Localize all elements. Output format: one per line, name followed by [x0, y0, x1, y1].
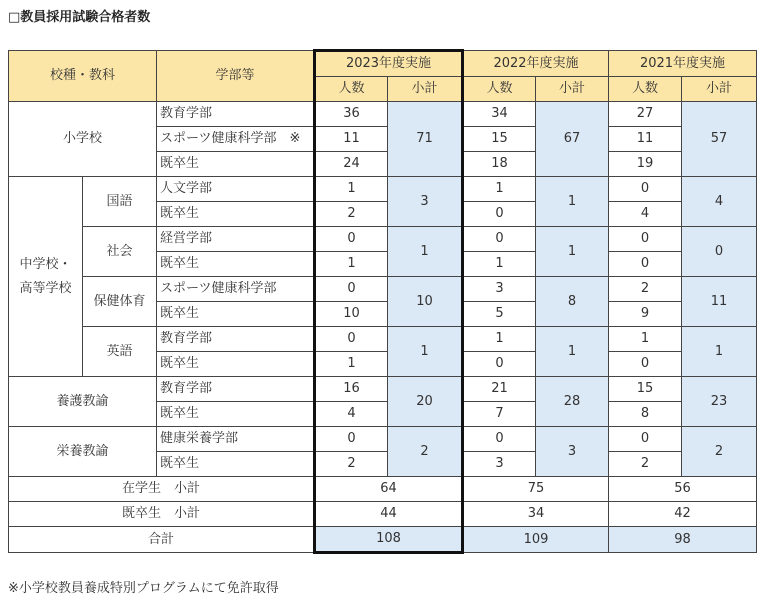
count-cell: 0	[315, 427, 388, 452]
count-cell: 0	[463, 202, 536, 227]
subtotal-cell: 57	[682, 102, 757, 177]
count-cell: 10	[315, 302, 388, 327]
category-nutrition: 栄養教諭	[9, 427, 157, 477]
faculty-cell: 既卒生	[157, 352, 315, 377]
count-cell: 0	[315, 227, 388, 252]
count-cell: 2	[315, 452, 388, 477]
header-subtotal: 小計	[682, 77, 757, 102]
category-middle-high: 中学校・ 高等学校	[9, 177, 83, 377]
header-row	[9, 51, 757, 77]
subtotal-cell: 23	[682, 377, 757, 427]
count-cell: 34	[463, 102, 536, 127]
table-row	[9, 327, 757, 352]
header-faculty: 学部等	[157, 51, 315, 102]
grand-total-row	[9, 527, 757, 553]
subtotal-cell: 1	[536, 177, 609, 227]
count-cell: 0	[609, 427, 682, 452]
faculty-cell: スポーツ健康科学部	[157, 277, 315, 302]
count-cell: 15	[463, 127, 536, 152]
total-cell: 75	[463, 477, 609, 502]
count-cell: 1	[315, 252, 388, 277]
enrolled-subtotal-row	[9, 477, 757, 502]
subject-japanese: 国語	[83, 177, 157, 227]
header-count: 人数	[609, 77, 682, 102]
faculty-cell: スポーツ健康科学部 ※	[157, 127, 315, 152]
count-cell: 36	[315, 102, 388, 127]
count-cell: 4	[609, 202, 682, 227]
count-cell: 2	[609, 452, 682, 477]
header-year-2022: 2022年度実施	[463, 51, 609, 77]
enrolled-subtotal-label: 在学生 小計	[9, 477, 315, 502]
subtotal-cell: 0	[682, 227, 757, 277]
header-count: 人数	[315, 77, 388, 102]
subtotal-cell: 2	[388, 427, 463, 477]
count-cell: 0	[609, 177, 682, 202]
subtotal-cell: 20	[388, 377, 463, 427]
subtotal-cell: 3	[536, 427, 609, 477]
total-cell: 108	[315, 527, 463, 553]
category-elementary: 小学校	[9, 102, 157, 177]
count-cell: 11	[315, 127, 388, 152]
grand-total-label: 合計	[9, 527, 315, 553]
count-cell: 19	[609, 152, 682, 177]
count-cell: 18	[463, 152, 536, 177]
table-row	[9, 227, 757, 252]
header-type-subject: 校種・教科	[9, 51, 157, 102]
count-cell: 3	[463, 452, 536, 477]
subtotal-cell: 1	[682, 327, 757, 377]
faculty-cell: 既卒生	[157, 402, 315, 427]
count-cell: 1	[463, 252, 536, 277]
faculty-cell: 既卒生	[157, 452, 315, 477]
count-cell: 27	[609, 102, 682, 127]
count-cell: 0	[315, 277, 388, 302]
table-row	[9, 177, 757, 202]
count-cell: 16	[315, 377, 388, 402]
faculty-cell: 既卒生	[157, 252, 315, 277]
table-row	[9, 277, 757, 302]
subtotal-cell: 1	[388, 327, 463, 377]
faculty-cell: 経営学部	[157, 227, 315, 252]
count-cell: 2	[315, 202, 388, 227]
header-year-2023: 2023年度実施	[315, 51, 463, 77]
faculty-cell: 既卒生	[157, 202, 315, 227]
count-cell: 0	[609, 352, 682, 377]
count-cell: 5	[463, 302, 536, 327]
count-cell: 0	[315, 327, 388, 352]
count-cell: 1	[463, 177, 536, 202]
count-cell: 24	[315, 152, 388, 177]
count-cell: 8	[609, 402, 682, 427]
header-year-2021: 2021年度実施	[609, 51, 757, 77]
subject-health-pe: 保健体育	[83, 277, 157, 327]
total-cell: 109	[463, 527, 609, 553]
subtotal-cell: 67	[536, 102, 609, 177]
graduate-subtotal-row	[9, 502, 757, 527]
count-cell: 0	[609, 227, 682, 252]
subtotal-cell: 1	[536, 327, 609, 377]
faculty-cell: 教育学部	[157, 377, 315, 402]
total-cell: 44	[315, 502, 463, 527]
count-cell: 2	[609, 277, 682, 302]
count-cell: 9	[609, 302, 682, 327]
total-cell: 42	[609, 502, 757, 527]
faculty-cell: 既卒生	[157, 302, 315, 327]
faculty-cell: 健康栄養学部	[157, 427, 315, 452]
subtotal-cell: 11	[682, 277, 757, 327]
count-cell: 11	[609, 127, 682, 152]
header-count: 人数	[463, 77, 536, 102]
total-cell: 64	[315, 477, 463, 502]
count-cell: 1	[315, 177, 388, 202]
subtotal-cell: 10	[388, 277, 463, 327]
subject-english: 英語	[83, 327, 157, 377]
count-cell: 0	[463, 352, 536, 377]
subtotal-cell: 2	[682, 427, 757, 477]
faculty-cell: 既卒生	[157, 152, 315, 177]
count-cell: 15	[609, 377, 682, 402]
graduate-subtotal-label: 既卒生 小計	[9, 502, 315, 527]
total-cell: 98	[609, 527, 757, 553]
count-cell: 7	[463, 402, 536, 427]
subtotal-cell: 1	[536, 227, 609, 277]
count-cell: 3	[463, 277, 536, 302]
page-title: □教員採用試験合格者数	[8, 10, 151, 25]
count-cell: 0	[463, 427, 536, 452]
footnote: ※小学校教員養成特別プログラムにて免許取得	[8, 581, 279, 596]
subtotal-cell: 8	[536, 277, 609, 327]
faculty-cell: 人文学部	[157, 177, 315, 202]
count-cell: 21	[463, 377, 536, 402]
count-cell: 1	[463, 327, 536, 352]
subtotal-cell: 28	[536, 377, 609, 427]
subtotal-cell: 71	[388, 102, 463, 177]
header-subtotal: 小計	[536, 77, 609, 102]
category-nursing: 養護教諭	[9, 377, 157, 427]
table-row	[9, 427, 757, 452]
subject-social: 社会	[83, 227, 157, 277]
count-cell: 1	[609, 327, 682, 352]
count-cell: 1	[315, 352, 388, 377]
table-row	[9, 102, 757, 127]
faculty-cell: 教育学部	[157, 102, 315, 127]
count-cell: 0	[463, 227, 536, 252]
pass-count-table	[8, 49, 757, 554]
count-cell: 4	[315, 402, 388, 427]
total-cell: 34	[463, 502, 609, 527]
subtotal-cell: 4	[682, 177, 757, 227]
count-cell: 0	[609, 252, 682, 277]
faculty-cell: 教育学部	[157, 327, 315, 352]
table-row	[9, 377, 757, 402]
subtotal-cell: 1	[388, 227, 463, 277]
subtotal-cell: 3	[388, 177, 463, 227]
header-subtotal: 小計	[388, 77, 463, 102]
total-cell: 56	[609, 477, 757, 502]
